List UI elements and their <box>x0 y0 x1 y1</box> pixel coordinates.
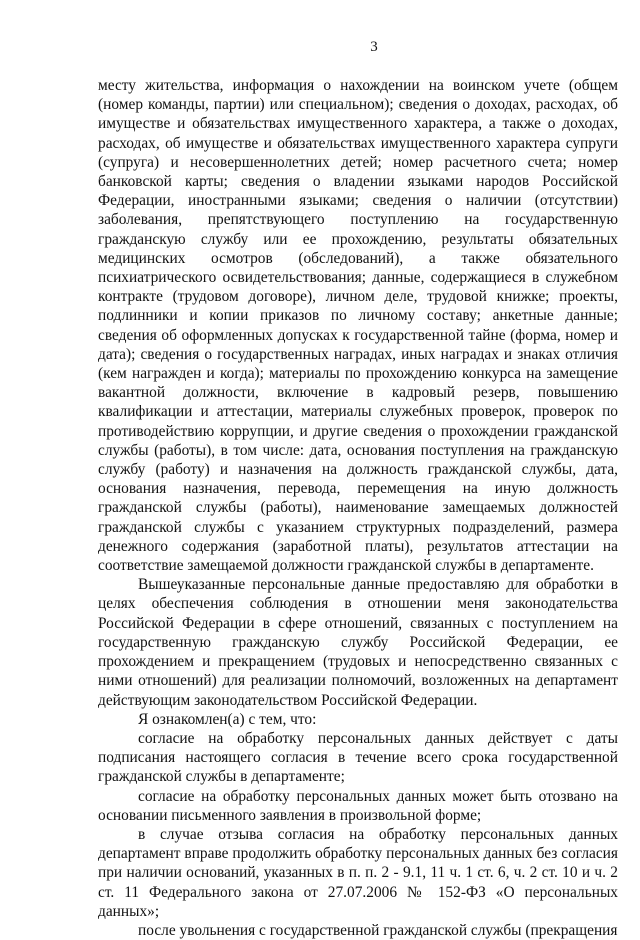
paragraph-after-dismissal: после увольнения с государственной гражданской службы (прекращения <box>138 921 618 939</box>
paragraph-acknowledgement: Я ознакомлен(а) с тем, что: <box>138 710 317 728</box>
page-number: 3 <box>370 39 378 55</box>
paragraph-processing-after-revocation: в случае отзыва согласия на обработку персональных данных департамент вправе продолжить обработку персональных данных без согласия при наличии оснований, указанных в п. п. 2 - 9.1, 11 ч. 1 ст. 6, ч. 2 ст. 10 и ч. 2 ст. 11 Федерального закона от 27.07.2006 № 152-ФЗ «О персональных данных»; <box>98 825 618 920</box>
paragraph-personal-data-list: месту жительства, информация о нахождении на воинском учете (общем (номер команды, партии) или специальном); сведения о доходах, расходах, об имуществе и обязательствах имущественного характера, а также о доходах, расходах, об имуществе и обязательствах имущественного характера супруги (супруга) и несовершеннолетних детей; номер расчетного счета; номер банковской карты; сведения о владении языками народов Российской Федерации, иностранными языками; сведения о наличии (отсутствии) заболевания, препятствующего поступлению на государственную гражданскую службу или ее прохождению, результаты обязательных медицинских осмотров (обследований), а также обязательного психиатрического освидетельствования; данные, содержащиеся в служебном контракте (трудовом договоре), личном деле, трудовой книжке; проекты, подлинники и копии приказов по личному составу; анкетные данные; сведения об оформленных допусках к государственной тайне (форма, номер и дата); сведения о государственных наградах, иных наградах и знаках отличия (кем награжден и когда); материалы по прохождению конкурса на замещение вакантной должности, включение в кадровый резерв, повышению квалификации и аттестации, материалы служебных проверок, проверок по противодействию коррупции, и другие сведения о прохождении гражданской службы (работы), в том числе: дата, основания поступления на гражданскую службу (работу) и назначения на должность гражданской службы, дата, основания назначения, перевода, перемещения на иную должность гражданской службы (работы), наименование замещаемых должностей гражданской службы с указанием структурных подразделений, размера денежного содержания (заработной платы), результатов аттестации на соответствие замещаемой должности гражданской службы в департаменте. <box>98 77 618 575</box>
paragraph-consent-revocation: согласие на обработку персональных данных может быть отозвано на основании письменного заявления в произвольной форме; <box>98 787 618 824</box>
paragraph-consent-validity: согласие на обработку персональных данных действует с даты подписания настоящего согласия в течение всего срока государственной гражданской службы в департаменте; <box>98 729 618 786</box>
paragraph-purpose: Вышеуказанные персональные данные предоставляю для обработки в целях обеспечения соблюдения в отношении меня законодательства Российской Федерации в сфере отношений, связанных с поступлением на государственную гражданскую службу Российской Федерации, ее прохождением и прекращением (трудовых и непосредственно связанных с ними отношений) для реализации полномочий, возложенных на департамент действующим законодательством Российской Федерации. <box>98 576 618 709</box>
